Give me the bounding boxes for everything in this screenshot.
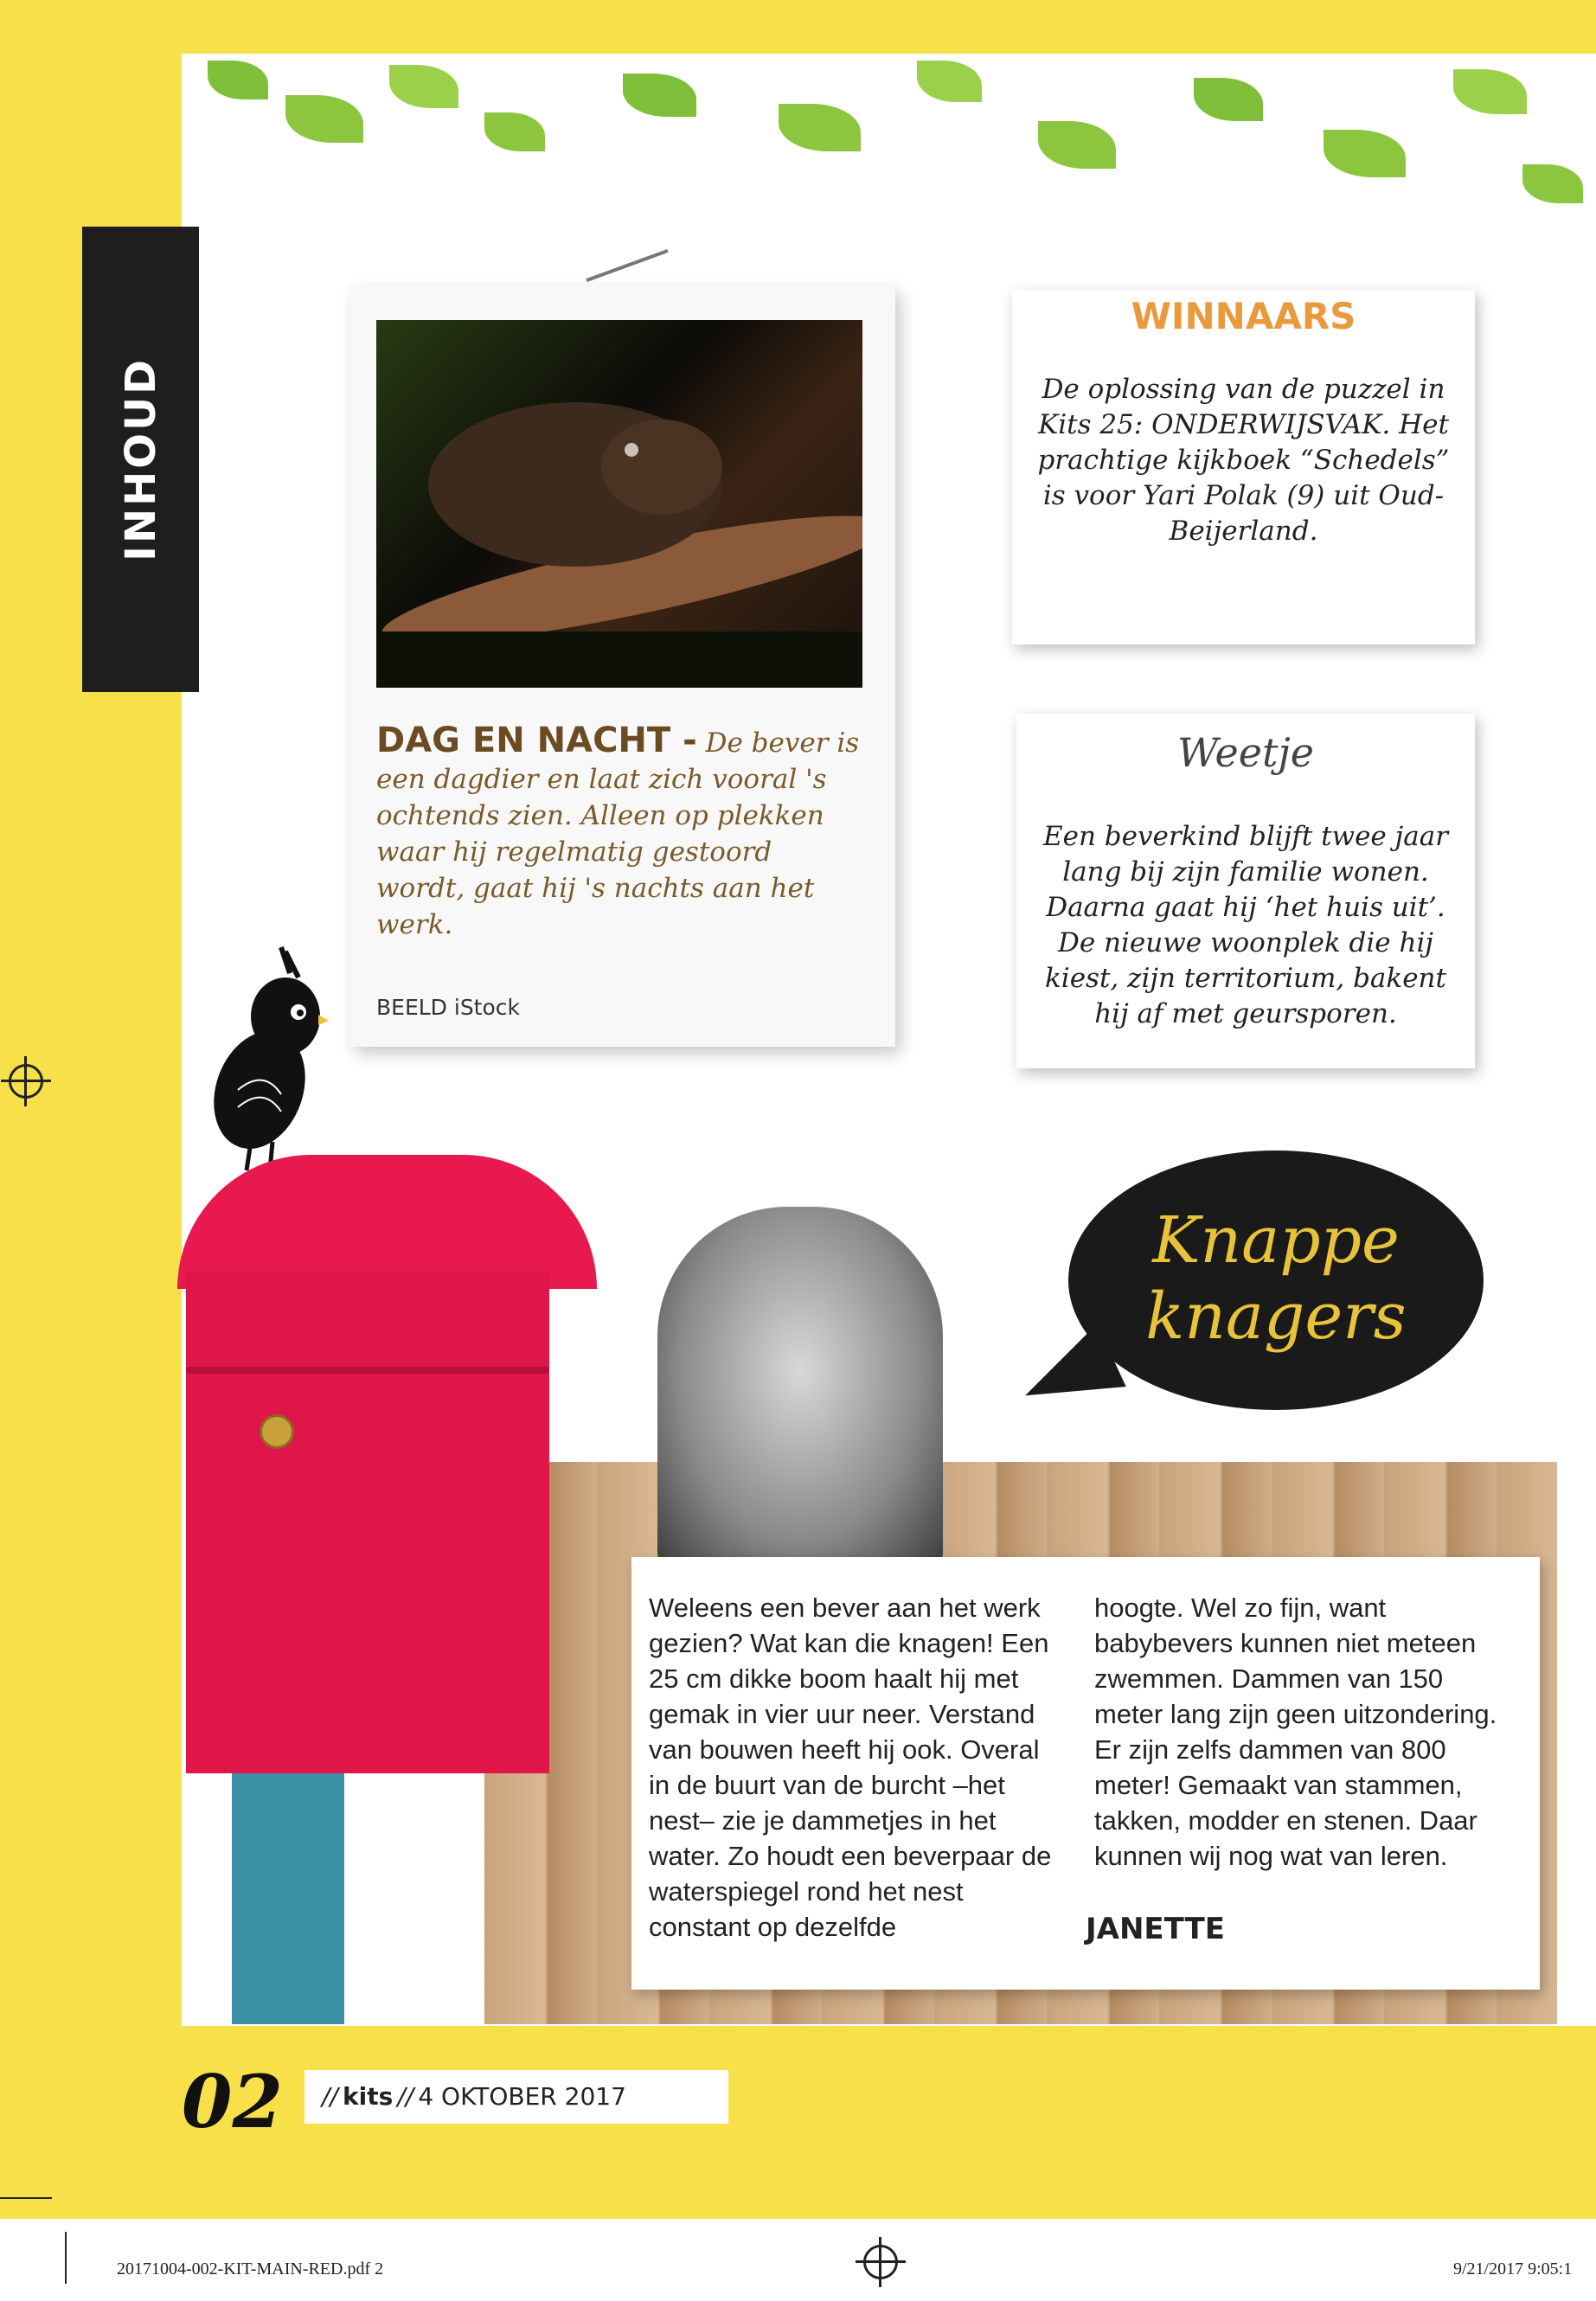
winners-card bbox=[1012, 290, 1475, 644]
speech-bubble bbox=[1068, 1150, 1484, 1410]
speech-bubble-title bbox=[1068, 1202, 1484, 1355]
footer-slash-1: // bbox=[322, 2082, 338, 2111]
section-tab-label: INHOUD bbox=[116, 357, 165, 561]
print-slug-file: 20171004-002-KIT-MAIN-RED.pdf 2 bbox=[117, 2259, 384, 2279]
mailbox-lock-icon bbox=[260, 1414, 294, 1449]
article-box bbox=[631, 1557, 1540, 1990]
article-signature: JANETTE bbox=[1086, 1912, 1226, 1946]
bird-illustration bbox=[199, 939, 329, 1172]
article-column-1: Weleens een bever aan het werk gezien? Wat kan die knagen! Een 25 cm dikke boom haalt hij met gemak in vier uur neer. Verstand van bouwen heeft hij ook. Overal in de buurt van de burcht –het nest– zie je dammetjes in het water. Zo houdt een beverpaar de waterspiegel rond het nest constant op dezelfde bbox=[649, 1593, 1052, 1942]
beaver-photo bbox=[376, 320, 862, 688]
fact-text: Een beverkind blijft twee jaar lang bij zijn familie wonen. Daarna gaat hij ‘het huis uit’. De nieuwe woonplek die hij kiest, zijn territorium, bakent hij af met geursporen. bbox=[1042, 821, 1449, 1029]
print-slug-timestamp: 9/21/2017 9:05:1 bbox=[1453, 2259, 1573, 2279]
mailbox bbox=[186, 1272, 549, 1773]
fact-title: Weetje bbox=[1177, 729, 1314, 776]
winners-title: WINNAARS bbox=[1131, 295, 1356, 337]
registration-mark-icon bbox=[9, 1064, 43, 1099]
mailbox-post bbox=[232, 1773, 344, 2024]
section-tab bbox=[82, 227, 199, 692]
photo-card bbox=[350, 285, 895, 1047]
footer-slash-2: // bbox=[397, 2082, 414, 2111]
footer-strip bbox=[304, 2070, 728, 2124]
caption-text: De bever is een dagdier en laat zich vooral 's ochtends zien. Alleen op plekken waar hij regelmatig gestoord wordt, gaat hij 's nachts aan het werk. bbox=[376, 727, 860, 940]
photo-caption bbox=[376, 722, 861, 943]
author-portrait bbox=[657, 1207, 943, 1570]
mailbox-roof bbox=[177, 1155, 597, 1289]
photo-credit: BEELD iStock bbox=[376, 995, 521, 1020]
mailbox-slot bbox=[186, 1367, 549, 1374]
registration-mark-icon bbox=[863, 2245, 898, 2279]
footer-date: 4 OKTOBER 2017 bbox=[418, 2082, 626, 2111]
article-column-2: hoogte. Wel zo fijn, want babybevers kunnen niet meteen zwemmen. Dammen van 150 meter lang zijn geen uitzondering. Er zijn zelfs dammen van 800 meter! Gemaakt van stammen, takken, modder en stenen. Daar kunnen wij nog wat van leren. bbox=[1094, 1593, 1497, 1871]
crop-mark bbox=[65, 2232, 67, 2284]
footer-brand: kits bbox=[342, 2082, 394, 2111]
speech-bubble-line2: knagers bbox=[1145, 1279, 1407, 1354]
speech-bubble-line1: Knappe bbox=[1152, 1203, 1400, 1278]
beaver-illustration bbox=[376, 320, 862, 688]
caption-heading: DAG EN NACHT - bbox=[376, 721, 697, 760]
page-number: 02 bbox=[182, 2059, 283, 2144]
winners-text: De oplossing van de puzzel in Kits 25: ONDERWIJSVAK. Het prachtige kijkboek “Schedels” is voor Yari Polak (9) uit Oud-Beijerland. bbox=[1037, 374, 1450, 547]
crop-mark bbox=[0, 2197, 52, 2199]
fact-card bbox=[1016, 714, 1475, 1068]
